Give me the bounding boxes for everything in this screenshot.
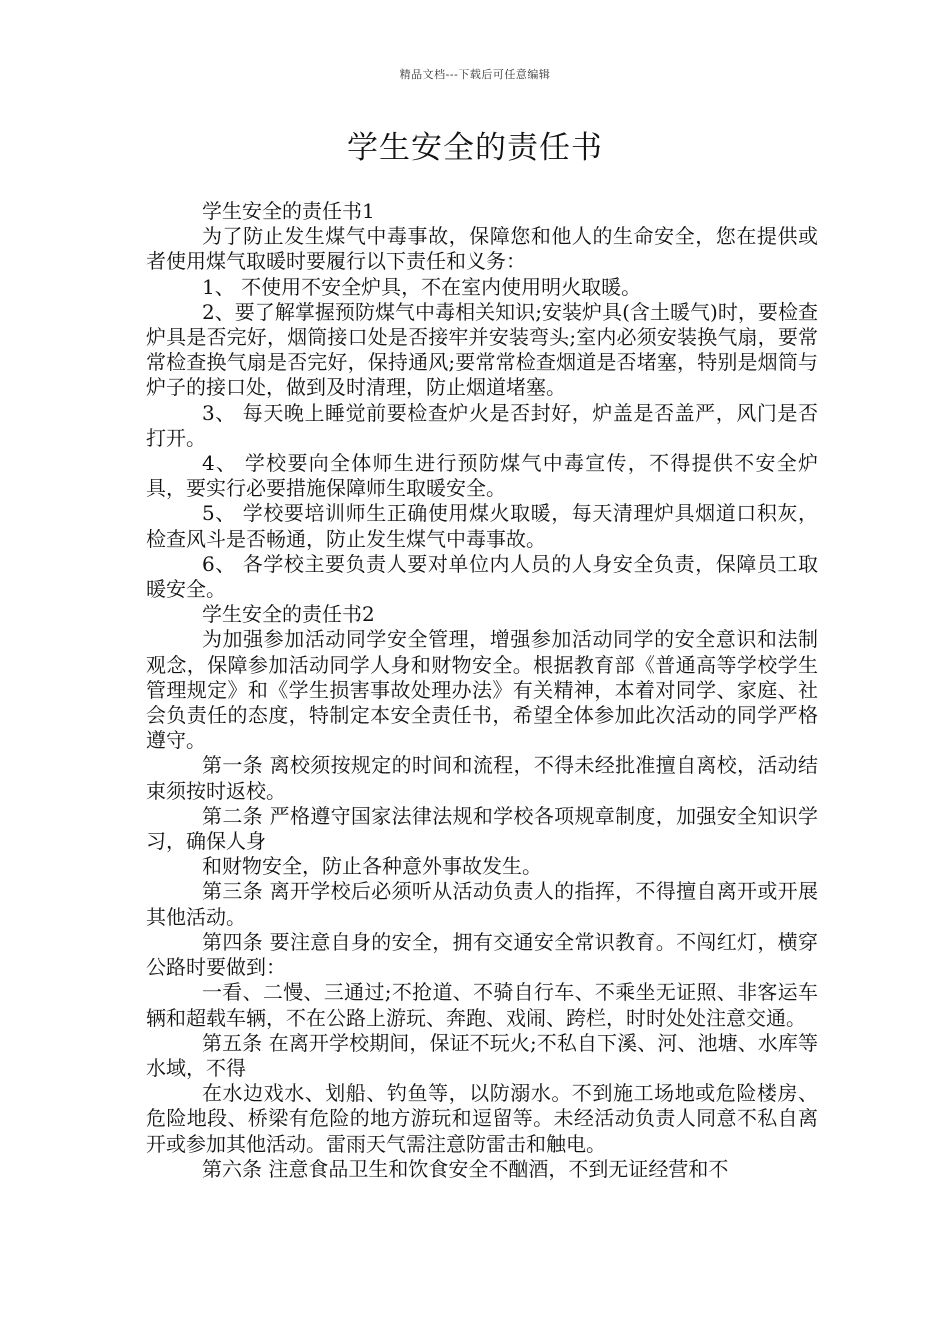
article-6: 第六条 注意食品卫生和饮食安全不酗酒，不到无证经营和不 [202,1156,729,1181]
document-body [146,199,818,1182]
list-item-2: 2、要了解掌握预防煤气中毒相关知识;安装炉具(含土暖气)时，要检查炉具是否完好，烟筒接口处是否接牢并安装弯头;室内必须安装换气扇，要常常检查换气扇是否完好，保持通风;要常常检查烟道是否堵塞，特别是烟筒与炉子的接口处，做到及时清理，防止烟道堵塞。 [146,299,818,400]
document-title: 学生安全的责任书 [347,130,603,166]
article-5: 第五条 在离开学校期间，保证不玩火;不私自下溪、河、池塘、水库等水域，不得 [146,1030,818,1080]
article-5-continued: 在水边戏水、划船、钓鱼等，以防溺水。不到施工场地或危险楼房、危险地段、桥梁有危险的地方游玩和逗留等。未经活动负责人同意不私自离开或参加其他活动。雷雨天气需注意防雷击和触电。 [146,1081,818,1156]
article-3: 第三条 离开学校后必须听从活动负责人的指挥，不得擅自离开或开展其他活动。 [146,879,818,929]
article-1: 第一条 离校须按规定的时间和流程，不得未经批准擅自离校，活动结束须按时返校。 [146,753,818,803]
paragraph-intro-2: 为加强参加活动同学安全管理，增强参加活动同学的安全意识和法制观念，保障参加活动同学人身和财物安全。根据教育部《普通高等学校学生管理规定》和《学生损害事故处理办法》有关精神，本着对同学、家庭、社会负责任的态度，特制定本安全责任书，希望全体参加此次活动的同学严格遵守。 [146,627,818,753]
section-heading-2: 学生安全的责任书2 [202,602,375,627]
article-4: 第四条 要注意自身的安全，拥有交通安全常识教育。不闯红灯，横穿公路时要做到： [146,929,818,980]
list-item-1: 1、 不使用不安全炉具，不在室内使用明火取暖。 [202,274,642,299]
list-item-6: 6、 各学校主要负责人要对单位内人员的人身安全负责，保障员工取暖安全。 [146,551,818,602]
list-item-3: 3、 每天晚上睡觉前要检查炉火是否封好，炉盖是否盖严，风门是否打开。 [146,400,818,450]
section-heading-1: 学生安全的责任书1 [202,199,375,223]
list-item-5: 5、 学校要培训师生正确使用煤火取暖，每天清理炉具烟道口积灰，检查风斗是否畅通，防止发生煤气中毒事故。 [146,501,818,551]
list-item-4: 4、 学校要向全体师生进行预防煤气中毒宣传，不得提供不安全炉具，要实行必要措施保障师生取暖安全。 [146,451,818,501]
paragraph-intro-1: 为了防止发生煤气中毒事故，保障您和他人的生命安全，您在提供或者使用煤气取暖时要履行以下责任和义务： [146,224,818,274]
article-2-continued: 和财物安全，防止各种意外事故发生。 [202,854,542,879]
article-2: 第二条 严格遵守国家法律法规和学校各项规章制度，加强安全知识学习，确保人身 [146,803,818,854]
header-note: 精品文档---下载后可任意编辑 [399,68,551,81]
article-4-continued: 一看、二慢、三通过;不抢道、不骑自行车、不乘坐无证照、非客运车辆和超载车辆，不在公路上游玩、奔跑、戏闹、跨栏，时时处处注意交通。 [146,980,818,1030]
